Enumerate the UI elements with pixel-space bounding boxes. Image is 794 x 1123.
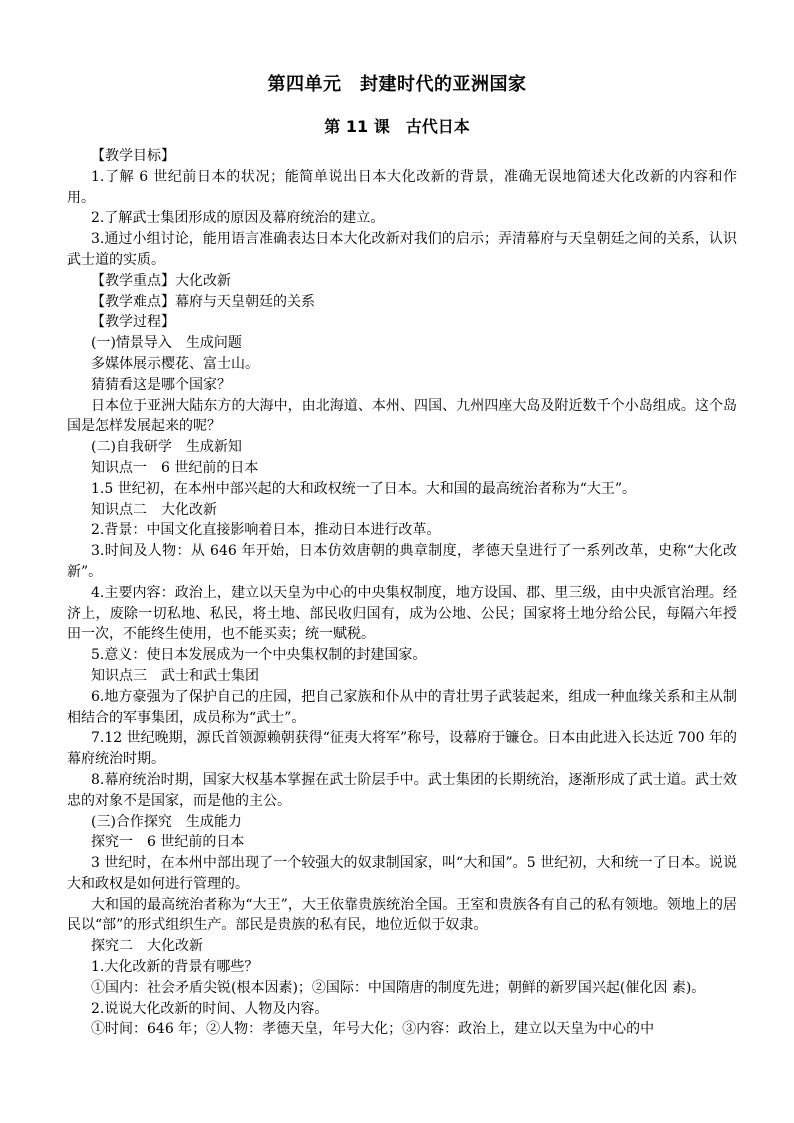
question: 1.大化改新的背景有哪些？ (91, 959, 259, 976)
paragraph: 3 世纪时，在本州中部出现了一个较强大的奴隶制国家，叫“大和国”。5 世纪初，大和统一了日本。说说大和政权是如何进行管理的。 (67, 855, 737, 892)
question: 2.说说大化改新的时间、人物及内容。 (91, 1000, 329, 1017)
paragraph: 猜猜看这是哪个国家？ (91, 376, 231, 393)
subheading: (三)合作探究 生成能力 (91, 813, 242, 830)
paragraph: 3.通过小组讨论，能用语言准确表达日本大化改新对我们的启示；弄清幕府与天皇朝廷之间的关系，认识武士道的实质。 (67, 231, 737, 268)
paragraph: 2.了解武士集团形成的原因及幕府统治的建立。 (91, 210, 385, 227)
answer: ①时间：646 年；②人物：孝德天皇，年号大化；③内容：政治上，建立以天皇为中心的中 (91, 1021, 655, 1038)
lesson-title: 第 11 课 古代日本 (324, 117, 470, 136)
inquiry-heading: 探究二 大化改新 (91, 938, 203, 955)
unit-title: 第四单元 封建时代的亚洲国家 (267, 74, 527, 95)
paragraph: 大和国的最高统治者称为“大王”，大王依靠贵族统治全国。王室和贵族各有自己的私有领地。领地上的居民以“部”的形式组织生产。部民是贵族的私有民，地位近似于奴隶。 (67, 896, 737, 934)
subheading: (二)自我研学 生成新知 (91, 439, 242, 456)
subheading: (一)情景导入 生成问题 (91, 335, 242, 352)
section-heading-difficulty: 【教学难点】幕府与天皇朝廷的关系 (91, 293, 315, 310)
paragraph: 5.意义：使日本发展成为一个中央集权制的封建国家。 (91, 647, 427, 664)
paragraph: 4.主要内容：政治上，建立以天皇为中心的中央集权制度，地方设国、郡、里三级，由中央派官治理。经济上，废除一切私地、私民，将土地、部民收归国有，成为公地、公民；国家将土地分给公民，每隔六年授田一次，不能终生使用，也不能买卖；统一赋税。 (67, 584, 737, 643)
document-body (67, 146, 737, 1040)
paragraph: 7.12 世纪晚期，源氏首领源赖朝获得“征夷大将军”称号，设幕府于镰仓。日本由此进入长达近 700 年的幕府统治时期。 (67, 730, 737, 768)
answer: ①国内：社会矛盾尖锐(根本因素)；②国际：中国隋唐的制度先进；朝鲜的新罗国兴起(催化因 素)。 (91, 979, 706, 996)
paragraph: 2.背景：中国文化直接影响着日本，推动日本进行改革。 (91, 522, 441, 539)
paragraph: 1.5 世纪初，在本州中部兴起的大和政权统一了日本。大和国的最高统治者称为“大王”。 (91, 480, 637, 497)
paragraph: 1.了解 6 世纪前日本的状况；能简单说出日本大化改新的背景，准确无误地简述大化改新的内容和作用。 (67, 168, 737, 206)
paragraph: 多媒体展示樱花、富士山。 (91, 355, 259, 372)
section-heading-process: 【教学过程】 (91, 314, 175, 331)
paragraph: 日本位于亚洲大陆东方的大海中，由北海道、本州、四国、九州四座大岛及附近数千个小岛组成。这个岛国是怎样发展起来的呢？ (67, 397, 737, 435)
knowledge-point-heading: 知识点二 大化改新 (91, 501, 217, 518)
paragraph: 6.地方豪强为了保护自己的庄园，把自己家族和仆从中的青壮男子武装起来，组成一种血缘关系和主从制相结合的军事集团，成员称为“武士”。 (67, 688, 737, 726)
section-heading-objectives: 【教学目标】 (91, 148, 175, 164)
knowledge-point-heading: 知识点一 6 世纪前的日本 (91, 459, 259, 476)
inquiry-heading: 探究一 6 世纪前的日本 (91, 834, 245, 851)
paragraph: 3.时间及人物：从 646 年开始，日本仿效唐朝的典章制度，孝德天皇进行了一系列改革，史称“大化改新”。 (67, 543, 737, 580)
section-heading-key-point: 【教学重点】大化改新 (91, 272, 231, 289)
knowledge-point-heading: 知识点三 武士和武士集团 (91, 667, 259, 684)
paragraph: 8.幕府统治时期，国家大权基本掌握在武士阶层手中。武士集团的长期统治，逐渐形成了武士道。武士效忠的对象不是国家，而是他的主公。 (67, 771, 737, 809)
